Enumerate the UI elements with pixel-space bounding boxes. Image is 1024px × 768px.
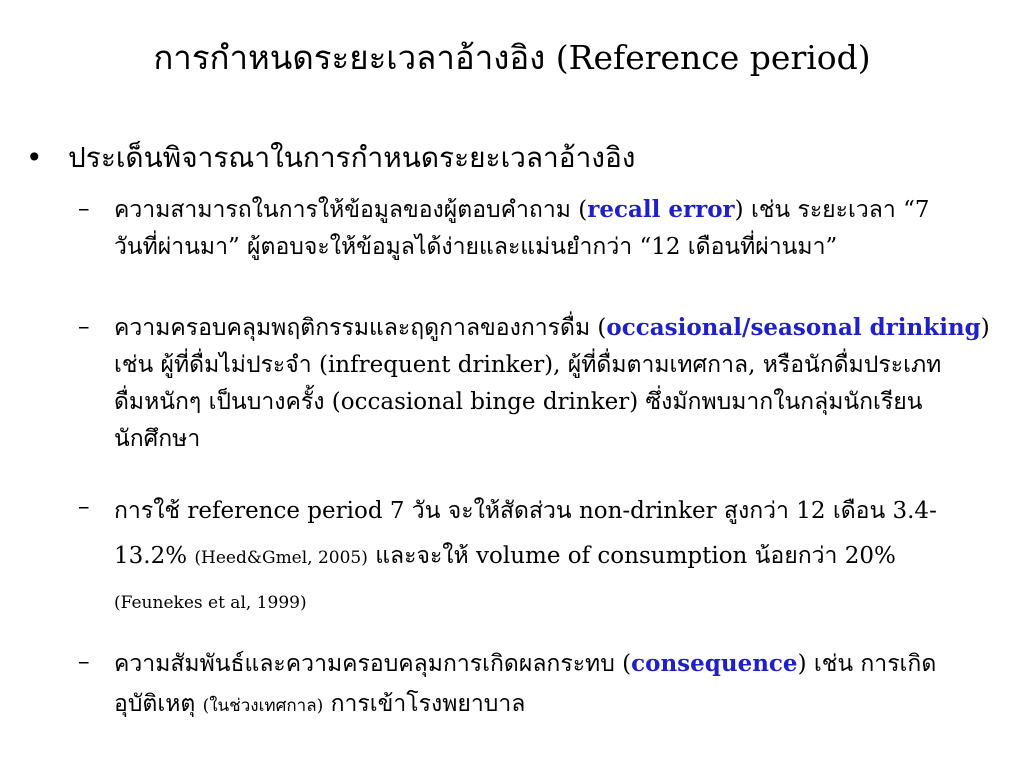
main-bullet-text: ประเด็นพิจารณาในการกำหนดระยะเวลาอ้างอิง (68, 141, 636, 174)
sub-item-consequence (78, 644, 986, 726)
parenthetical-note: (ในช่วงเทศกาล) (202, 696, 324, 716)
dash-marker: – (78, 494, 90, 520)
text-segment: อุบัติเหตุ (114, 691, 203, 717)
sub-item-line (114, 309, 990, 347)
text-segment: ความสามารถในการให้ข้อมูลของผู้ตอบคำถาม ( (114, 197, 588, 223)
sub-item-line (114, 191, 986, 229)
sub-item-reference-period (78, 489, 986, 626)
sub-item-line: การใช้ reference period 7 วัน จะให้สัดส่วน non-drinker สูงกว่า 12 เดือน 3.4- (114, 498, 937, 524)
dash-marker: – (78, 649, 90, 675)
text-segment: และจะให้ volume of consumption น้อยกว่า 20% (367, 543, 896, 569)
dash-marker: – (78, 314, 90, 340)
sub-item-line (114, 644, 986, 684)
sub-item-line: ดื่มหนักๆ เป็นบางครั้ง (occasional binge drinker) ซึ่งมักพบมากในกลุ่มนักเรียน (114, 389, 923, 415)
text-segment: ) เช่น ระยะเวลา “7 (734, 197, 930, 223)
text-segment: ) (980, 315, 990, 341)
text-segment: ความครอบคลุมพฤติกรรมและฤดูกาลของการดื่ม ( (114, 315, 607, 341)
highlight-term: consequence (631, 650, 798, 677)
text-segment: การเข้าโรงพยาบาล (323, 691, 526, 717)
sub-item-line: เช่น ผู้ที่ดื่มไม่ประจำ (infrequent drinker), ผู้ที่ดื่มตามเทศกาล, หรือนักดื่มประเภท (114, 352, 942, 378)
sub-item-line: นักศึกษา (114, 426, 201, 452)
sub-item-coverage (78, 309, 990, 458)
text-segment: 13.2% (114, 543, 195, 569)
main-bullet (26, 138, 1006, 178)
sub-item-line (114, 534, 986, 581)
text-segment: ความสัมพันธ์และความครอบคลุมการเกิดผลกระทบ ( (114, 651, 632, 677)
text-segment: ) เช่น การเกิด (797, 651, 937, 677)
citation: (Heed&Gmel, 2005) (194, 548, 368, 568)
slide-title: การกำหนดระยะเวลาอ้างอิง (Reference period) (153, 38, 871, 77)
bullet-marker: • (26, 141, 43, 174)
dash-marker: – (78, 196, 90, 222)
highlight-term: occasional/seasonal drinking (606, 314, 981, 341)
sub-item-recall (78, 191, 986, 266)
sub-item-line: วันที่ผ่านมา” ผู้ตอบจะให้ข้อมูลได้ง่ายและแม่นยำกว่า “12 เดือนที่ผ่านมา” (114, 234, 838, 260)
sub-item-line (114, 684, 986, 726)
citation: (Feunekes et al, 1999) (114, 593, 307, 613)
highlight-term: recall error (587, 196, 735, 223)
